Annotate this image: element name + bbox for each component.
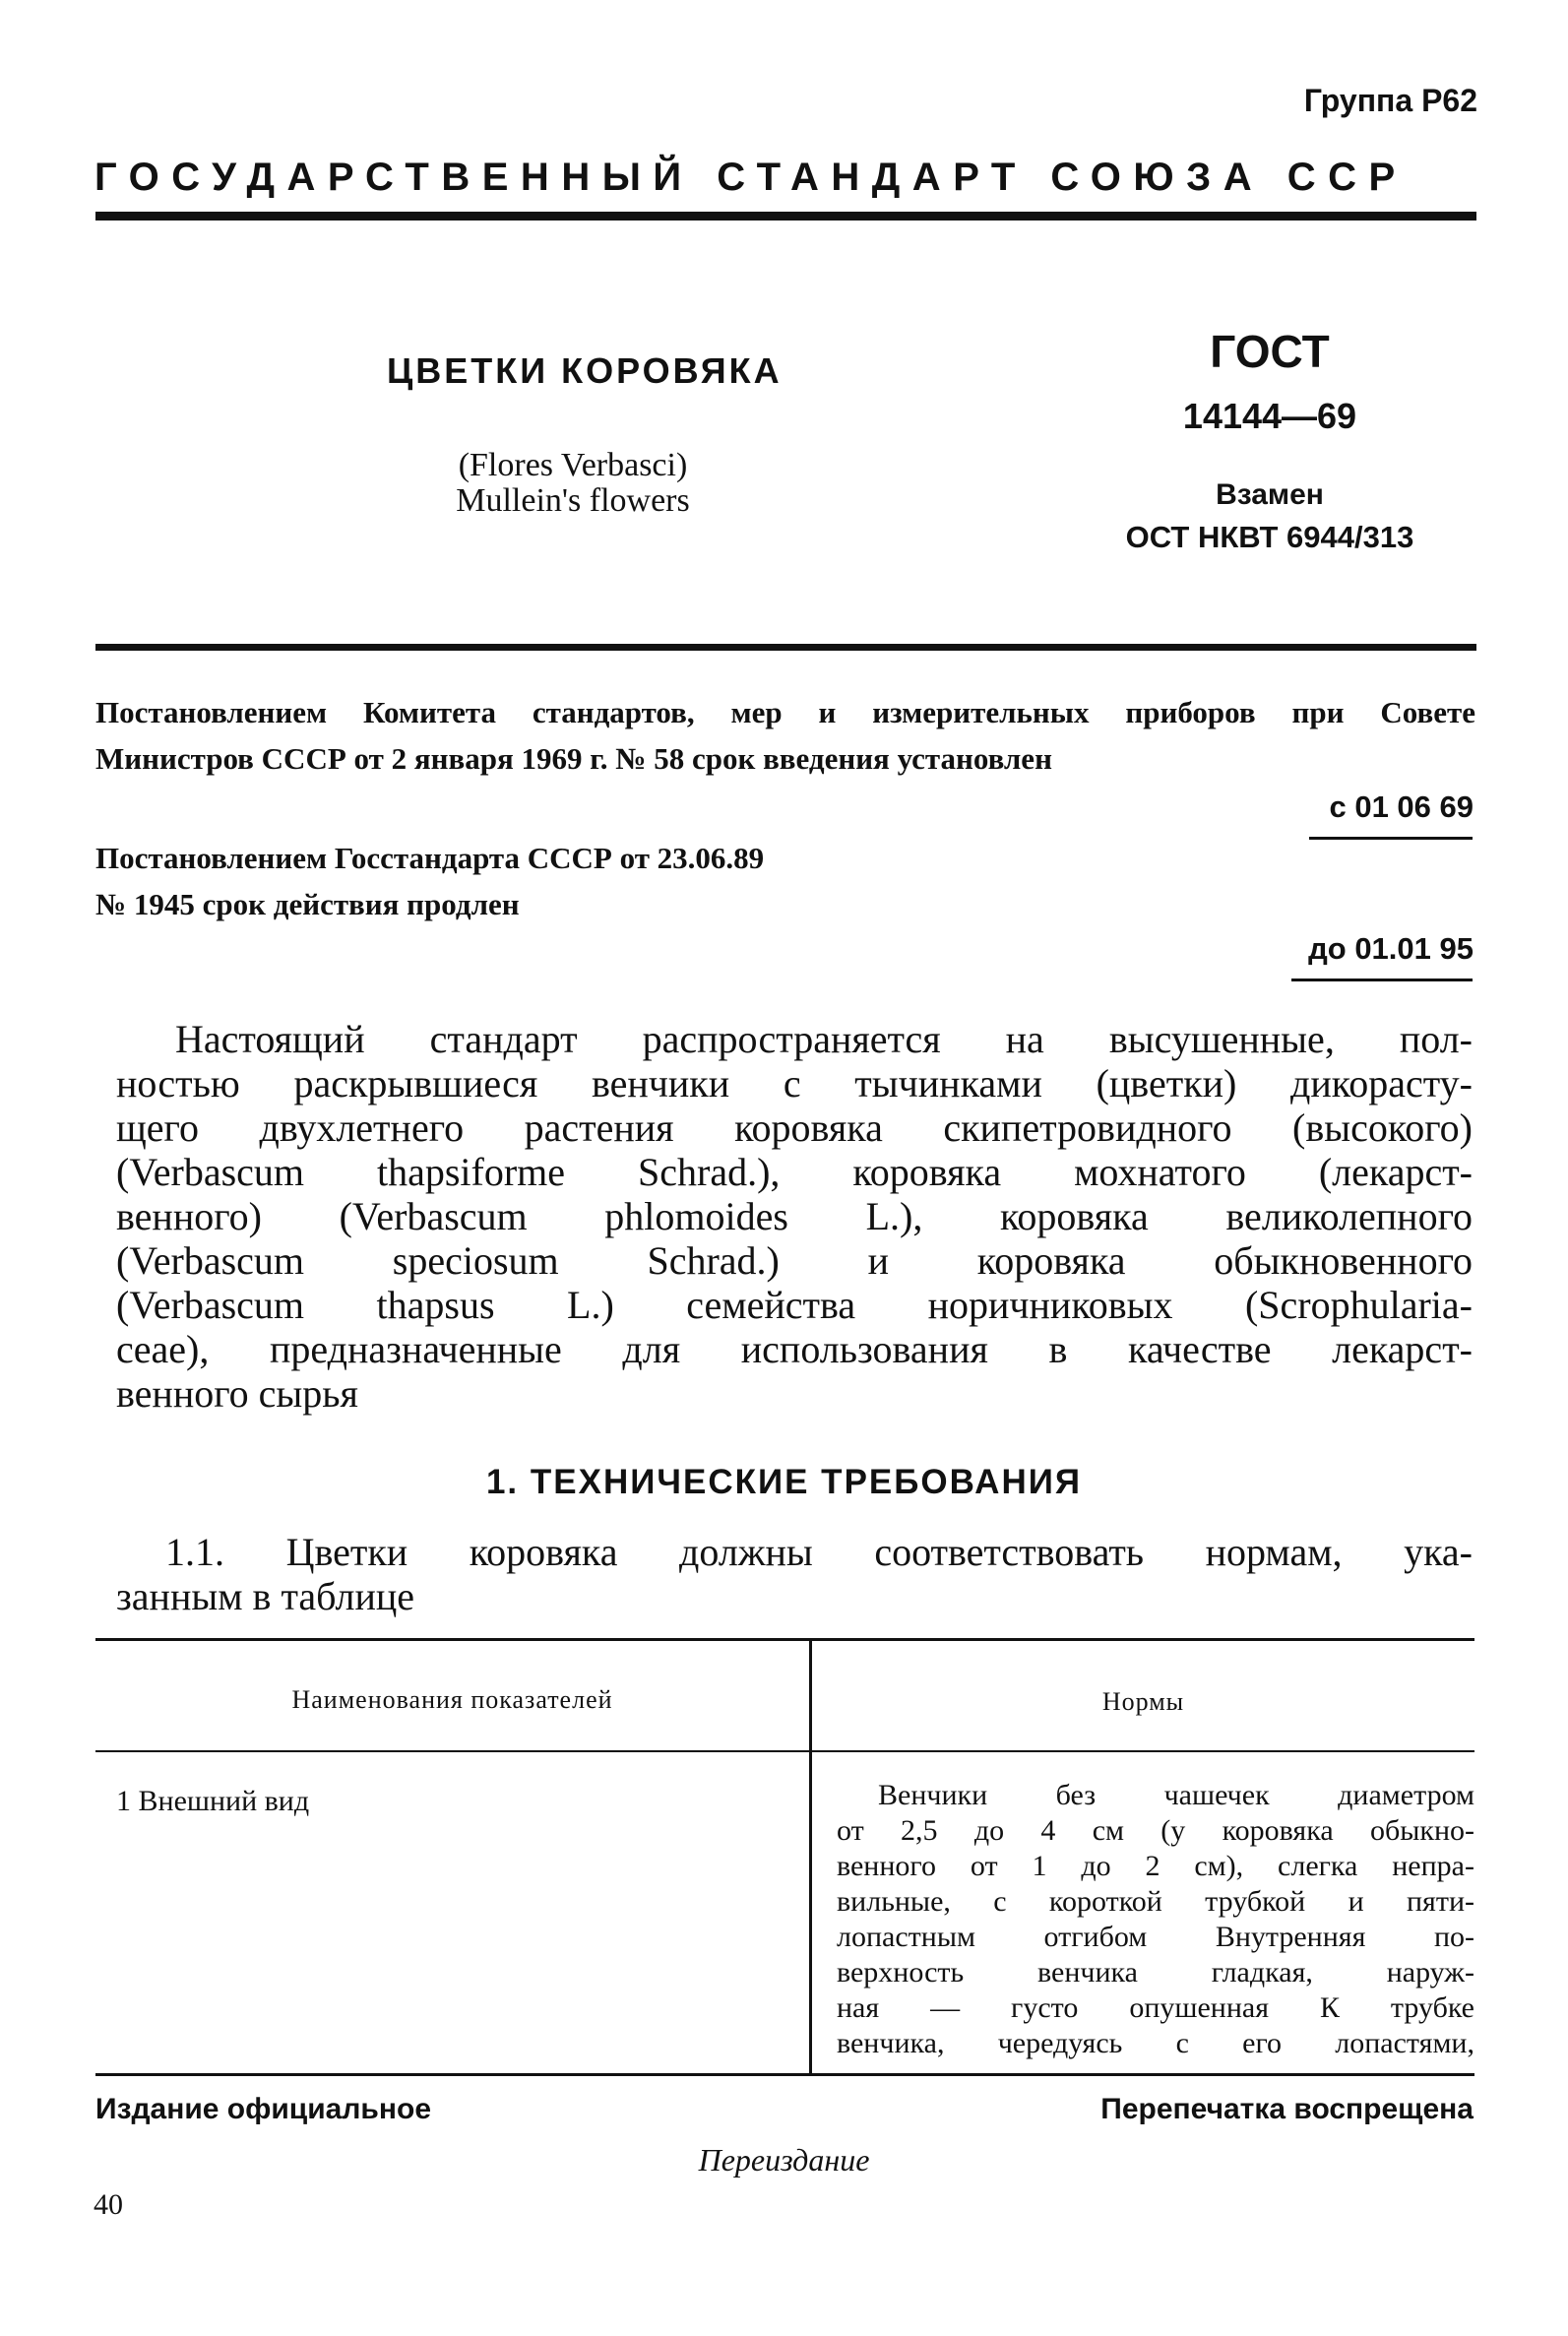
group-code: Группа Р62 xyxy=(1303,83,1477,118)
expiry-date: до 01.01 95 xyxy=(1308,931,1474,966)
decree-line-1: Постановлением Комитета стандартов, мер и измерительных приборов при Совете xyxy=(95,695,1475,729)
intro-line: ностью раскрывшиеся венчики с тычинками (цветки) дикорасту- xyxy=(116,1061,1473,1105)
intro-line: Настоящий стандарт распространяется на высушенные, пол- xyxy=(175,1017,1473,1061)
norm-line: лопастным отгибом Внутренняя по- xyxy=(837,1921,1474,1953)
intro-line: щего двухлетнего растения коровяка скипетровидного (высокого) xyxy=(116,1105,1473,1150)
clause-line-2: занным в таблице xyxy=(116,1574,415,1618)
product-names xyxy=(376,448,770,519)
date-underline-2 xyxy=(1291,979,1473,981)
english-name: Mullein's flowers xyxy=(456,482,690,519)
latin-name: (Flores Verbasci) xyxy=(458,447,688,483)
table-header-name: Наименования показателей xyxy=(291,1685,613,1714)
effective-date: с 01 06 69 xyxy=(1329,789,1474,824)
table-bottom-rule xyxy=(95,2073,1474,2076)
norm-line: Венчики без чашечек диаметром xyxy=(878,1779,1474,1811)
norm-line: ная — густо опушенная К трубке xyxy=(837,1991,1474,2024)
clause-line-1: 1.1. Цветки коровяка должны соответствовать нормам, ука- xyxy=(165,1530,1473,1574)
extension-block xyxy=(95,835,1178,927)
table-header-rule xyxy=(95,1750,1474,1752)
decree-line-3: Постановлением Госстандарта СССР от 23.06.89 xyxy=(95,841,765,875)
reprint-prohibited: Перепечатка воспрещена xyxy=(1100,2093,1474,2125)
intro-line: венного) (Verbascum phlomoides L.), коровяка великолепного xyxy=(116,1194,1473,1238)
table-row-1-name: 1 Внешний вид xyxy=(116,1785,310,1817)
table-row-1-norm xyxy=(837,1778,1474,2061)
title-rule xyxy=(95,644,1476,651)
decree-line-4: № 1945 срок действия продлен xyxy=(95,887,520,921)
official-edition: Издание официальное xyxy=(95,2093,432,2125)
norm-line: венного от 1 до 2 см), слегка непра- xyxy=(837,1850,1474,1882)
table-header-norm: Нормы xyxy=(1101,1687,1185,1716)
page-number: 40 xyxy=(94,2188,123,2221)
intro-line: ceae), предназначенные для использования в качестве лекарст- xyxy=(116,1327,1473,1371)
clause-1-1 xyxy=(116,1530,1473,1618)
norm-line: верхность венчика гладкая, наруж- xyxy=(837,1956,1474,1989)
replaces-label: Взамен xyxy=(1216,478,1324,511)
intro-line: (Verbascum speciosum Schrad.) и коровяка обыкновенного xyxy=(116,1238,1473,1283)
norm-line: от 2,5 до 4 см (у коровяка обыкно- xyxy=(837,1814,1474,1847)
standard-header: ГОСУДАРСТВЕННЫЙ СТАНДАРТ СОЮЗА ССР xyxy=(94,156,1408,199)
date-underline-1 xyxy=(1309,837,1473,840)
reissue-label: Переиздание xyxy=(698,2142,870,2178)
norm-line: венчика, чередуясь с его лопастями, xyxy=(837,2027,1474,2059)
norm-line: вильные, с короткой трубкой и пяти- xyxy=(837,1885,1474,1918)
replaces-value: ОСТ НКВТ 6944/313 xyxy=(1125,520,1414,554)
intro-line: венного сырья xyxy=(116,1371,358,1416)
header-rule xyxy=(95,212,1476,221)
intro-line: (Verbascum thapsus L.) семейства норичниковых (Scrophularia- xyxy=(116,1283,1473,1327)
intro-line: (Verbascum thapsiforme Schrad.), коровяка мохнатого (лекарст- xyxy=(116,1150,1473,1194)
product-title: ЦВЕТКИ КОРОВЯКА xyxy=(387,350,783,391)
intro-paragraph xyxy=(116,1017,1473,1416)
gost-number: 14144—69 xyxy=(1182,396,1357,436)
section-title: 1. ТЕХНИЧЕСКИЕ ТРЕБОВАНИЯ xyxy=(485,1463,1083,1501)
gost-label: ГОСТ xyxy=(1210,326,1330,377)
decree-line-2: Министров СССР от 2 января 1969 г. № 58 срок введения установлен xyxy=(95,741,1052,776)
table-top-rule xyxy=(95,1638,1474,1641)
decree-block xyxy=(95,689,1475,782)
